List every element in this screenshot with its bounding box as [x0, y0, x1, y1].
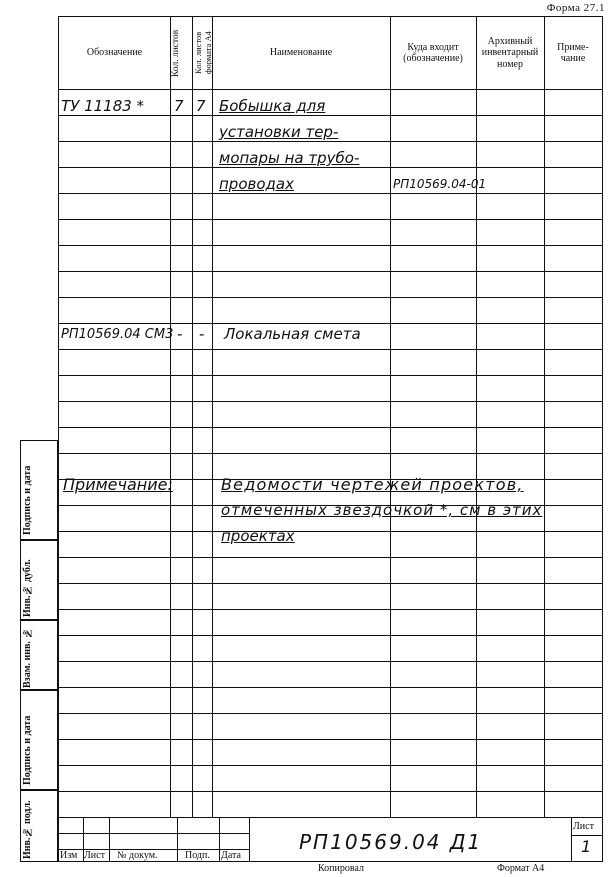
row1-where-used: РП10569.04-01	[393, 177, 487, 191]
header-name: Наименование	[269, 47, 333, 59]
note-line3: проектах	[221, 527, 295, 545]
row-rule	[59, 557, 602, 558]
stamp-label-doc-num: № докум.	[117, 850, 158, 861]
row-rule	[59, 297, 602, 298]
margin-box-sign-date-top	[20, 440, 58, 540]
row-rule	[59, 739, 602, 740]
margin-label-inv-podl: Инв.№ подл.	[22, 800, 33, 859]
row1-name-line4: проводах	[219, 175, 294, 193]
note-label: Примечание:	[63, 475, 173, 494]
header-designation: Обозначение	[86, 47, 143, 59]
margin-box-inv-podl	[20, 790, 58, 862]
row-rule	[59, 453, 602, 454]
row2-count: -	[177, 325, 183, 343]
margin-box-inv-dubl	[20, 540, 58, 620]
row-rule	[59, 115, 602, 116]
row-rule	[59, 635, 602, 636]
footer-copied: Копировал	[318, 863, 364, 874]
stamp-label-list: Лист	[84, 850, 105, 861]
row-rule	[59, 791, 602, 792]
row-rule	[59, 531, 602, 532]
margin-box-vzam-inv	[20, 620, 58, 690]
margin-label-vzam-inv: Взам. инв. №	[22, 627, 33, 688]
margin-box-sign-date-bottom	[20, 690, 58, 790]
footer-format: Формат А4	[497, 863, 545, 874]
header-where-used: Куда входит (обозначение)	[403, 41, 463, 64]
stamp-document-code: РП10569.04 Д1	[299, 830, 483, 854]
header-notes: Приме-чание	[557, 41, 589, 64]
row-rule	[59, 245, 602, 246]
row-rule	[59, 193, 602, 194]
row1-name-line2: установки тер-	[219, 123, 339, 141]
stamp-label-sign: Подп.	[185, 850, 210, 861]
row-rule	[59, 661, 602, 662]
row-rule	[59, 219, 602, 220]
row-rule	[59, 323, 602, 324]
row-rule	[59, 401, 602, 402]
row1-name-line1: Бобышка для	[219, 97, 326, 115]
row1-designation: ТУ 11183 *	[61, 97, 145, 115]
stamp-sheet-label: Лист	[573, 821, 594, 832]
header-sheet-count-a4: Кол. листов формата А4	[193, 31, 213, 75]
row2-count-a4: -	[199, 325, 205, 343]
row-rule	[59, 687, 602, 688]
row-rule	[59, 765, 602, 766]
row-rule	[59, 271, 602, 272]
row-rule	[59, 583, 602, 584]
row1-count: 7	[174, 97, 184, 115]
row1-name-line3: мопары на трубо-	[219, 149, 360, 167]
row-rule	[59, 375, 602, 376]
stamp-sheet-number: 1	[581, 837, 592, 856]
header-archive-number: Архивный инвентарный номер	[481, 35, 539, 70]
note-line1: Ведомости чертежей проектов,	[221, 475, 524, 494]
stamp-label-date: Дата	[221, 850, 241, 861]
margin-label-sign-date: Подпись и дата	[22, 465, 33, 535]
row2-designation: РП10569.04 СМ3	[61, 327, 174, 342]
margin-label-sign-date-2: Подпись и дата	[22, 715, 33, 785]
row1-count-a4: 7	[196, 97, 206, 115]
specification-sheet	[58, 16, 603, 862]
row-rule	[59, 609, 602, 610]
row-rule	[59, 427, 602, 428]
row2-name: Локальная смета	[224, 325, 361, 343]
margin-label-inv-dubl: Инв.№ дубл.	[22, 559, 33, 617]
stamp-label-izm: Изм	[60, 850, 78, 861]
note-line2: отмеченных звездочкой *, см в этих	[221, 501, 543, 519]
row-rule	[59, 713, 602, 714]
row-rule	[59, 349, 602, 350]
row-rule	[59, 167, 602, 168]
row-rule	[59, 141, 602, 142]
header-sheet-count: Кол. листов	[171, 29, 181, 77]
form-number-label: Форма 27.1	[546, 2, 605, 14]
